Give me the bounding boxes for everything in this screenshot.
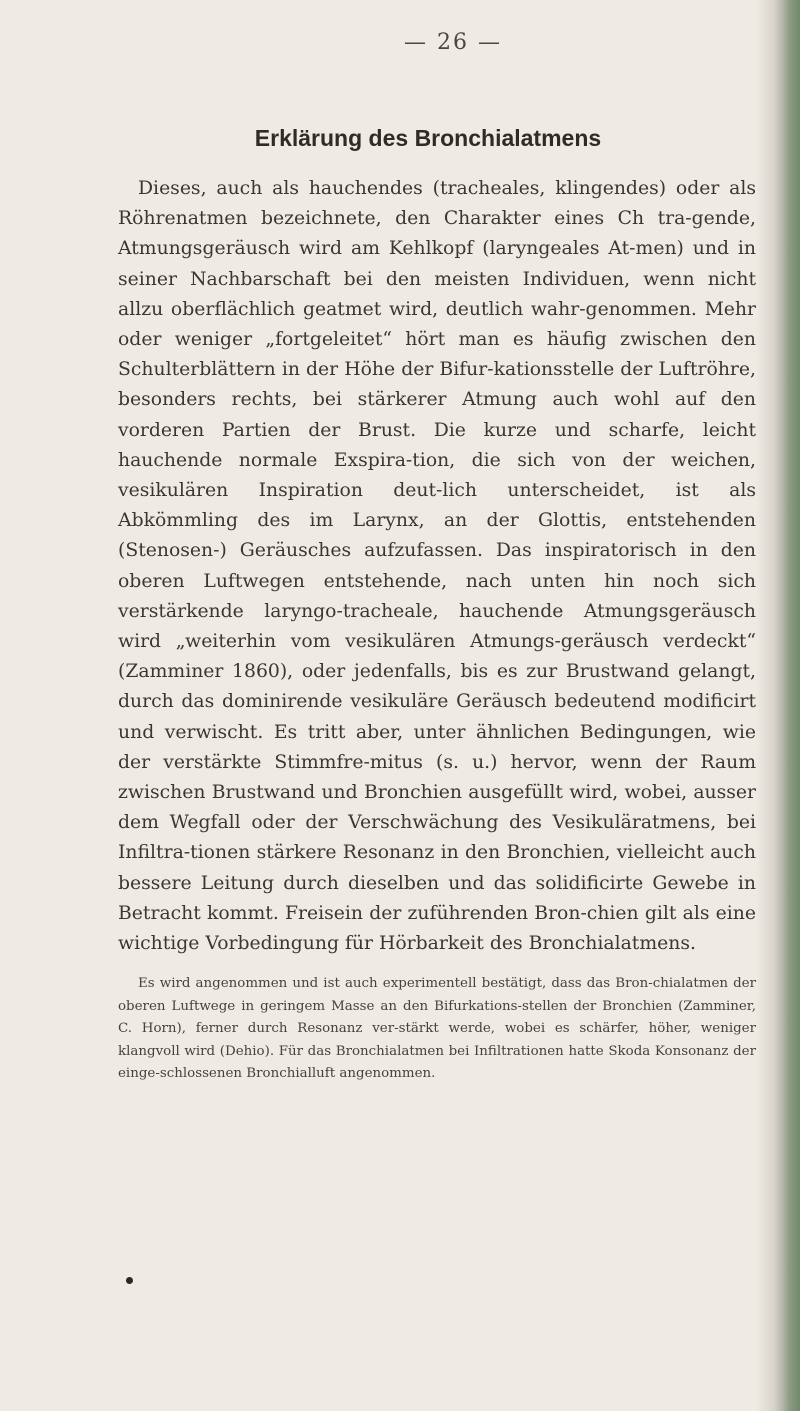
- page-number: — 26 —: [404, 30, 502, 55]
- ink-dot-mark: [126, 1277, 133, 1284]
- section-heading: Erklärung des Bronchialatmens: [254, 125, 602, 151]
- footnote-paragraph: Es wird angenommen und ist auch experimentell bestätigt, dass das Bron-chialatmen der oberen Luftwege in geringem Masse an den Bifurkations-stellen der Bronchien (Zamminer, C. Horn), ferner durch Resonanz ver-stärkt werde, wobei es schärfer, höher, weniger klangvoll wird (Dehio). Für das Bronchialatmen bei Infiltrationen hatte Skoda Konsonanz der einge-schlossenen Bronchialluft angenommen.: [118, 976, 756, 1081]
- main-paragraph: Dieses, auch als hauchendes (tracheales, klingendes) oder als Röhrenatmen bezeichnete, den Charakter eines Ch tra-gende, Atmungsgeräusch wird am Kehlkopf (laryngeales At-men) und in seiner Nachbarschaft bei den meisten Individuen, wenn nicht allzu oberflächlich geatmet wird, deutlich wahr-genommen. Mehr oder weniger „fortgeleitet“ hört man es häufig zwischen den Schulterblättern in der Höhe der Bifur-kationsstelle der Luftröhre, besonders rechts, bei stärkerer Atmung auch wohl auf den vorderen Partien der Brust. Die kurze und scharfe, leicht hauchende normale Exspira-tion, die sich von der weichen, vesikulären Inspiration deut-lich unterscheidet, ist als Abkömmling des im Larynx, an der Glottis, entstehenden (Stenosen-) Geräusches aufzufassen. Das inspiratorisch in den oberen Luftwegen entstehende, nach unten hin noch sich verstärkende laryngo-tracheale, hauchende Atmungsgeräusch wird „weiterhin vom vesikulären Atmungs-geräusch verdeckt“ (Zamminer 1860), oder jedenfalls, bis es zur Brustwand gelangt, durch das dominirende vesikuläre Geräusch bedeutend modificirt und verwischt. Es tritt aber, unter ähnlichen Bedingungen, wie der verstärkte Stimmfre-mitus (s. u.) hervor, wenn der Raum zwischen Brustwand und Bronchien ausgefüllt wird, wobei, ausser dem Wegfall oder der Verschwächung des Vesikuläratmens, bei Infiltra-tionen stärkere Resonanz in den Bronchien, vielleicht auch bessere Leitung durch dieselben und das solidificirte Gewebe in Betracht kommt. Freisein der zuführenden Bron-chien gilt als eine wichtige Vorbedingung für Hörbarkeit des Bronchialatmens.: [118, 178, 756, 955]
- book-page: [118, 30, 778, 1085]
